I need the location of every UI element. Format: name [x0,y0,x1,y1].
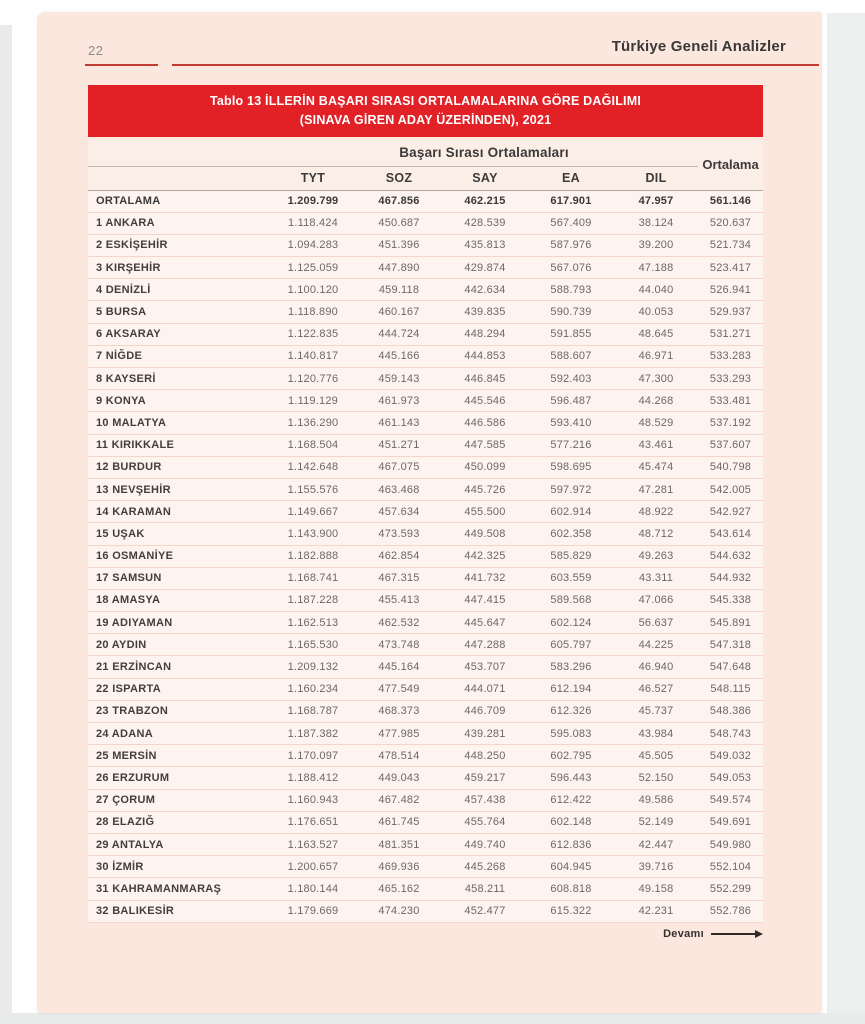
table-row [88,345,763,367]
cell-value: 463.468 [356,478,442,500]
name-column-spacer-2 [88,166,270,190]
province-label: 26 ERZURUM [88,767,270,789]
cell-value: 444.724 [356,323,442,345]
cell-value: 1.118.890 [270,301,356,323]
province-label: 1 ANKARA [88,212,270,234]
cell-value: 585.829 [528,545,614,567]
province-label: 21 ERZİNCAN [88,656,270,678]
cell-value: 446.586 [442,412,528,434]
cell-value: 1.125.059 [270,257,356,279]
cell-value: 446.845 [442,368,528,390]
cell-value: 537.192 [698,412,763,434]
column-header-dil: DIL [614,166,698,190]
cell-value: 549.053 [698,767,763,789]
background-right [827,13,865,1024]
cell-value: 449.740 [442,833,528,855]
cell-value: 473.748 [356,634,442,656]
cell-value: 548.386 [698,700,763,722]
cell-value: 451.396 [356,234,442,256]
summary-value: 467.856 [356,190,442,212]
cell-value: 428.539 [442,212,528,234]
cell-value: 461.143 [356,412,442,434]
cell-value: 48.645 [614,323,698,345]
table-row [88,745,763,767]
cell-value: 445.647 [442,612,528,634]
table-row [88,545,763,567]
cell-value: 531.271 [698,323,763,345]
cell-value: 1.100.120 [270,279,356,301]
cell-value: 451.271 [356,434,442,456]
province-label: 13 NEVŞEHİR [88,478,270,500]
cell-value: 446.709 [442,700,528,722]
cell-value: 452.477 [442,900,528,922]
cell-value: 465.162 [356,878,442,900]
cell-value: 597.972 [528,478,614,500]
cell-value: 47.066 [614,589,698,611]
table-row [88,811,763,833]
table-row [88,567,763,589]
table-title-banner [88,85,763,137]
province-label: 9 KONYA [88,390,270,412]
cell-value: 590.739 [528,301,614,323]
province-label: 8 KAYSERİ [88,368,270,390]
page-content [88,85,763,940]
cell-value: 608.818 [528,878,614,900]
cell-value: 445.166 [356,345,442,367]
summary-value: 47.957 [614,190,698,212]
section-title-rule [172,64,819,66]
cell-value: 439.281 [442,723,528,745]
cell-value: 552.104 [698,856,763,878]
table-row [88,612,763,634]
cell-value: 461.973 [356,390,442,412]
cell-value: 429.874 [442,257,528,279]
cell-value: 49.158 [614,878,698,900]
summary-value: 561.146 [698,190,763,212]
cell-value: 445.726 [442,478,528,500]
cell-value: 544.932 [698,567,763,589]
summary-value: 617.901 [528,190,614,212]
cell-value: 52.149 [614,811,698,833]
province-label: 18 AMASYA [88,589,270,611]
cell-value: 596.443 [528,767,614,789]
table-row [88,789,763,811]
cell-value: 47.188 [614,257,698,279]
cell-value: 460.167 [356,301,442,323]
cell-value: 477.549 [356,678,442,700]
cell-value: 552.786 [698,900,763,922]
cell-value: 523.417 [698,257,763,279]
cell-value: 567.409 [528,212,614,234]
table-row [88,856,763,878]
cell-value: 481.351 [356,833,442,855]
document-page [37,12,822,1013]
province-label: 16 OSMANİYE [88,545,270,567]
cell-value: 447.585 [442,434,528,456]
cell-value: 439.835 [442,301,528,323]
cell-value: 462.854 [356,545,442,567]
cell-value: 447.415 [442,589,528,611]
cell-value: 540.798 [698,456,763,478]
cell-value: 605.797 [528,634,614,656]
cell-value: 450.099 [442,456,528,478]
cell-value: 1.187.228 [270,589,356,611]
cell-value: 602.914 [528,501,614,523]
cell-value: 45.737 [614,700,698,722]
cell-value: 1.149.667 [270,501,356,523]
province-label: 32 BALIKESİR [88,900,270,922]
cell-value: 44.225 [614,634,698,656]
cell-value: 42.447 [614,833,698,855]
cell-value: 458.211 [442,878,528,900]
name-column-spacer [88,140,270,166]
cell-value: 468.373 [356,700,442,722]
cell-value: 467.315 [356,567,442,589]
column-header-say: SAY [442,166,528,190]
province-label: 12 BURDUR [88,456,270,478]
province-label: 31 KAHRAMANMARAŞ [88,878,270,900]
cell-value: 38.124 [614,212,698,234]
province-label: 19 ADIYAMAN [88,612,270,634]
province-label: 30 İZMİR [88,856,270,878]
section-title: Türkiye Geneli Analizler [611,38,786,55]
province-label: 4 DENİZLİ [88,279,270,301]
cell-value: 459.143 [356,368,442,390]
cell-value: 587.976 [528,234,614,256]
cell-value: 542.005 [698,478,763,500]
cell-value: 545.891 [698,612,763,634]
column-header-soz: SOZ [356,166,442,190]
column-header-ea: EA [528,166,614,190]
province-label: 10 MALATYA [88,412,270,434]
cell-value: 447.890 [356,257,442,279]
cell-value: 457.634 [356,501,442,523]
cell-value: 1.140.817 [270,345,356,367]
cell-value: 548.743 [698,723,763,745]
cell-value: 589.568 [528,589,614,611]
continuation [88,928,763,940]
cell-value: 533.283 [698,345,763,367]
province-label: 20 AYDIN [88,634,270,656]
cell-value: 39.200 [614,234,698,256]
group-header-row [88,140,763,166]
summary-label: ORTALAMA [88,190,270,212]
province-label: 15 UŞAK [88,523,270,545]
cell-value: 49.263 [614,545,698,567]
cell-value: 469.936 [356,856,442,878]
cell-value: 612.422 [528,789,614,811]
cell-value: 47.300 [614,368,698,390]
cell-value: 1.170.097 [270,745,356,767]
continuation-label: Devamı [663,927,704,940]
cell-value: 473.593 [356,523,442,545]
cell-value: 577.216 [528,434,614,456]
cell-value: 1.119.129 [270,390,356,412]
cell-value: 537.607 [698,434,763,456]
summary-value: 1.209.799 [270,190,356,212]
cell-value: 442.325 [442,545,528,567]
cell-value: 604.945 [528,856,614,878]
table-row [88,212,763,234]
table-row [88,478,763,500]
cell-value: 477.985 [356,723,442,745]
cell-value: 549.980 [698,833,763,855]
summary-row [88,190,763,212]
background-bottom [0,1013,865,1024]
cell-value: 1.122.835 [270,323,356,345]
province-label: 23 TRABZON [88,700,270,722]
page-number-rule [85,64,158,66]
province-label: 29 ANTALYA [88,833,270,855]
cell-value: 593.410 [528,412,614,434]
cell-value: 462.532 [356,612,442,634]
results-table [88,140,763,923]
cell-value: 455.413 [356,589,442,611]
cell-value: 1.155.576 [270,478,356,500]
cell-value: 583.296 [528,656,614,678]
cell-value: 40.053 [614,301,698,323]
cell-value: 39.716 [614,856,698,878]
table-body [88,190,763,922]
cell-value: 445.164 [356,656,442,678]
cell-value: 461.745 [356,811,442,833]
cell-value: 1.094.283 [270,234,356,256]
cell-value: 474.230 [356,900,442,922]
average-column-header: Ortalama [698,140,763,190]
cell-value: 543.614 [698,523,763,545]
cell-value: 567.076 [528,257,614,279]
table-row [88,700,763,722]
table-row [88,656,763,678]
table-row [88,279,763,301]
province-label: 3 KIRŞEHİR [88,257,270,279]
table-row [88,589,763,611]
province-label: 28 ELAZIĞ [88,811,270,833]
cell-value: 533.293 [698,368,763,390]
cell-value: 45.474 [614,456,698,478]
cell-value: 445.546 [442,390,528,412]
cell-value: 1.142.648 [270,456,356,478]
cell-value: 1.182.888 [270,545,356,567]
cell-value: 1.188.412 [270,767,356,789]
table-row [88,878,763,900]
province-label: 14 KARAMAN [88,501,270,523]
cell-value: 602.795 [528,745,614,767]
cell-value: 49.586 [614,789,698,811]
province-label: 5 BURSA [88,301,270,323]
cell-value: 612.194 [528,678,614,700]
column-header-row [88,166,763,190]
table-row [88,634,763,656]
table-row [88,678,763,700]
cell-value: 467.075 [356,456,442,478]
cell-value: 459.217 [442,767,528,789]
cell-value: 1.136.290 [270,412,356,434]
cell-value: 1.180.144 [270,878,356,900]
cell-value: 46.971 [614,345,698,367]
cell-value: 602.124 [528,612,614,634]
cell-value: 1.160.943 [270,789,356,811]
province-label: 27 ÇORUM [88,789,270,811]
page-number: 22 [88,43,104,58]
table-row [88,833,763,855]
group-header: Başarı Sırası Ortalamaları [270,140,698,166]
cell-value: 459.118 [356,279,442,301]
cell-value: 544.632 [698,545,763,567]
cell-value: 442.634 [442,279,528,301]
cell-value: 612.326 [528,700,614,722]
cell-value: 43.984 [614,723,698,745]
table-row [88,900,763,922]
table-row [88,257,763,279]
cell-value: 42.231 [614,900,698,922]
cell-value: 1.187.382 [270,723,356,745]
cell-value: 445.268 [442,856,528,878]
table-row [88,523,763,545]
cell-value: 435.813 [442,234,528,256]
cell-value: 1.163.527 [270,833,356,855]
cell-value: 1.176.651 [270,811,356,833]
cell-value: 598.695 [528,456,614,478]
cell-value: 547.648 [698,656,763,678]
table-row [88,390,763,412]
cell-value: 526.941 [698,279,763,301]
cell-value: 612.836 [528,833,614,855]
cell-value: 444.071 [442,678,528,700]
cell-value: 455.500 [442,501,528,523]
cell-value: 520.637 [698,212,763,234]
cell-value: 455.764 [442,811,528,833]
cell-value: 602.148 [528,811,614,833]
cell-value: 46.940 [614,656,698,678]
table-row [88,301,763,323]
province-label: 24 ADANA [88,723,270,745]
column-header-tyt: TYT [270,166,356,190]
cell-value: 1.120.776 [270,368,356,390]
cell-value: 591.855 [528,323,614,345]
cell-value: 549.691 [698,811,763,833]
province-label: 2 ESKİŞEHİR [88,234,270,256]
province-label: 6 AKSARAY [88,323,270,345]
province-label: 7 NİĞDE [88,345,270,367]
cell-value: 529.937 [698,301,763,323]
cell-value: 596.487 [528,390,614,412]
cell-value: 545.338 [698,589,763,611]
cell-value: 449.043 [356,767,442,789]
arrow-right-icon [711,930,763,938]
summary-value: 462.215 [442,190,528,212]
cell-value: 1.168.787 [270,700,356,722]
cell-value: 45.505 [614,745,698,767]
background-left-strip [0,25,12,1024]
cell-value: 549.032 [698,745,763,767]
cell-value: 449.508 [442,523,528,545]
table-row [88,368,763,390]
cell-value: 547.318 [698,634,763,656]
cell-value: 1.165.530 [270,634,356,656]
table-row [88,723,763,745]
cell-value: 542.927 [698,501,763,523]
table-row [88,234,763,256]
cell-value: 450.687 [356,212,442,234]
cell-value: 48.712 [614,523,698,545]
cell-value: 46.527 [614,678,698,700]
cell-value: 47.281 [614,478,698,500]
cell-value: 548.115 [698,678,763,700]
table-row [88,434,763,456]
cell-value: 43.461 [614,434,698,456]
cell-value: 444.853 [442,345,528,367]
cell-value: 453.707 [442,656,528,678]
table-row [88,767,763,789]
table-title-line1: Tablo 13 İLLERİN BAŞARI SIRASI ORTALAMALARINA GÖRE DAĞILIMI [209,93,641,108]
cell-value: 1.162.513 [270,612,356,634]
cell-value: 1.168.741 [270,567,356,589]
cell-value: 1.200.657 [270,856,356,878]
cell-value: 615.322 [528,900,614,922]
cell-value: 44.040 [614,279,698,301]
cell-value: 533.481 [698,390,763,412]
cell-value: 552.299 [698,878,763,900]
table-row [88,456,763,478]
cell-value: 48.529 [614,412,698,434]
cell-value: 52.150 [614,767,698,789]
cell-value: 602.358 [528,523,614,545]
table-row [88,501,763,523]
table-row [88,323,763,345]
cell-value: 588.793 [528,279,614,301]
table-title-line2: (SINAVA GİREN ADAY ÜZERİNDEN), 2021 [299,113,552,127]
cell-value: 43.311 [614,567,698,589]
cell-value: 549.574 [698,789,763,811]
cell-value: 447.288 [442,634,528,656]
cell-value: 1.143.900 [270,523,356,545]
cell-value: 1.168.504 [270,434,356,456]
province-label: 22 ISPARTA [88,678,270,700]
cell-value: 1.209.132 [270,656,356,678]
cell-value: 448.294 [442,323,528,345]
province-label: 17 SAMSUN [88,567,270,589]
province-label: 25 MERSİN [88,745,270,767]
cell-value: 441.732 [442,567,528,589]
table-row [88,412,763,434]
cell-value: 48.922 [614,501,698,523]
cell-value: 44.268 [614,390,698,412]
cell-value: 592.403 [528,368,614,390]
cell-value: 1.179.669 [270,900,356,922]
cell-value: 1.118.424 [270,212,356,234]
cell-value: 1.160.234 [270,678,356,700]
cell-value: 467.482 [356,789,442,811]
cell-value: 603.559 [528,567,614,589]
cell-value: 595.083 [528,723,614,745]
arrow-shaft [711,933,755,935]
cell-value: 448.250 [442,745,528,767]
cell-value: 56.637 [614,612,698,634]
arrow-head [755,930,763,938]
cell-value: 588.607 [528,345,614,367]
cell-value: 478.514 [356,745,442,767]
province-label: 11 KIRIKKALE [88,434,270,456]
cell-value: 457.438 [442,789,528,811]
cell-value: 521.734 [698,234,763,256]
